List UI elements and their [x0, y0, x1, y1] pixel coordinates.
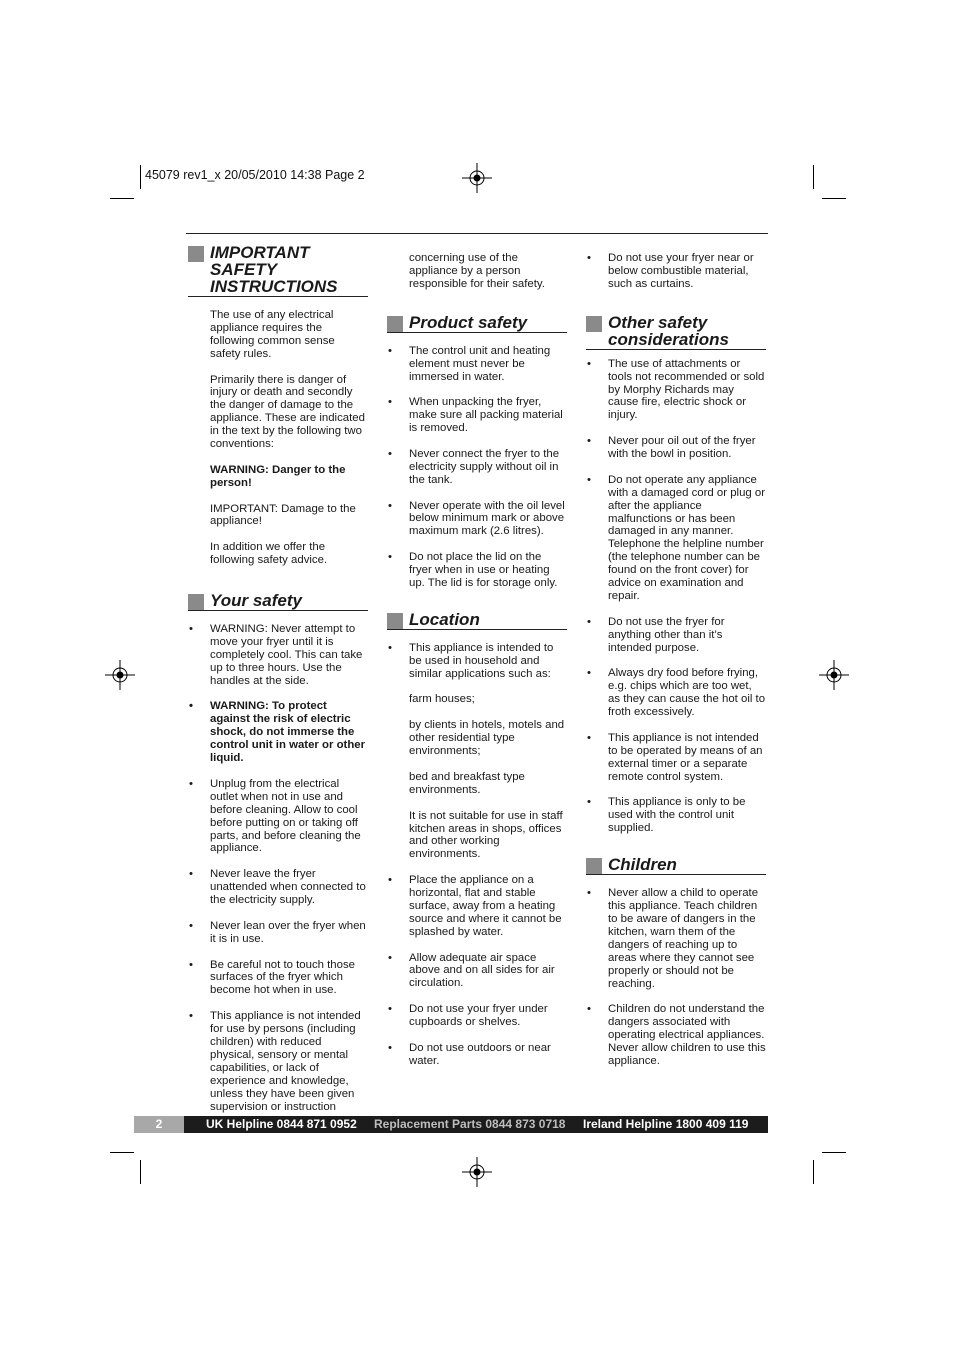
- registration-mark-icon: [462, 163, 492, 193]
- uk-helpline: UK Helpline 0844 871 0952: [206, 1117, 357, 1131]
- list-item: • Do not place the lid on the fryer when in use or heating up. The lid is for storage only.: [388, 551, 558, 589]
- list-item: • This appliance is intended to be used in household and similar applications such as:: [388, 641, 554, 680]
- column-2: [387, 252, 567, 1081]
- list-item: • When unpacking the fryer, make sure all packing material is removed.: [388, 396, 563, 435]
- crop-mark-icon: [140, 165, 141, 189]
- heading-square-icon: [188, 594, 204, 610]
- location-subpara: farm houses;: [409, 693, 475, 706]
- helpline-bar: [184, 1116, 768, 1133]
- list-item: • Never operate with the oil level below minimum mark or above maximum mark (2.6 litres).: [388, 499, 565, 538]
- list-item: • Never lean over the fryer when it is in use.: [189, 919, 366, 945]
- intro-paragraph: The use of any electrical appliance requires the following common sense safety rules.: [210, 309, 335, 360]
- children-heading: Children: [586, 857, 766, 875]
- location-heading: Location: [387, 612, 567, 630]
- list-item: • Never leave the fryer unattended when connected to the electricity supply.: [189, 868, 366, 907]
- list-item: • WARNING: To protect against the risk of electric shock, do not immerse the control unit in water or other liquid.: [189, 700, 366, 765]
- footer-bar: [134, 1116, 768, 1133]
- list-item: • Never pour oil out of the fryer with the bowl in position.: [587, 435, 756, 461]
- heading-square-icon: [586, 858, 602, 874]
- heading-square-icon: [188, 246, 204, 262]
- crop-mark-icon: [822, 198, 846, 199]
- top-rule: [186, 233, 768, 234]
- location-subpara: by clients in hotels, motels and other residential type environments;: [409, 719, 565, 758]
- list-item: • Be careful not to touch those surfaces of the fryer which become hot when in use.: [189, 958, 356, 997]
- list-item: • Do not use the fryer for anything other than it’s intended purpose.: [587, 615, 725, 654]
- list-item: • Place the appliance on a horizontal, flat and stable surface, away from a heating source and where it cannot be splashed by water.: [388, 874, 562, 938]
- list-item: • Do not use your fryer near or below combustible material, such as curtains.: [587, 252, 754, 290]
- list-item: • Do not use your fryer under cupboards or shelves.: [388, 1003, 548, 1029]
- print-slug: 45079 rev1_x 20/05/2010 14:38 Page 2: [145, 168, 365, 182]
- list-item: • The use of attachments or tools not recommended or sold by Morphy Richards may cause fire, electric shock or injury.: [587, 357, 765, 422]
- list-item: • Allow adequate air space above and on all sides for air circulation.: [388, 951, 555, 990]
- crop-mark-icon: [110, 1152, 134, 1153]
- page-number: 2: [134, 1116, 184, 1133]
- registration-mark-icon: [819, 660, 849, 690]
- registration-mark-icon: [462, 1157, 492, 1187]
- list-item: • The control unit and heating element must never be immersed in water.: [388, 344, 551, 383]
- list-item: • Never allow a child to operate this appliance. Teach children to be aware of dangers in the kitchen, warn them of the dangers of reaching up to areas where they cannot see properly or should not be reaching.: [587, 887, 759, 990]
- warning-convention: WARNING: Danger to the person!: [210, 463, 346, 489]
- location-subpara: bed and breakfast type environments.: [409, 770, 525, 796]
- product-safety-heading: Product safety: [387, 315, 567, 333]
- list-item: • Always dry food before frying, e.g. chips which are too wet, as they can cause the hot oil to froth excessively.: [587, 667, 766, 719]
- advice-paragraph: In addition we offer the following safety advice.: [210, 541, 328, 567]
- list-item: • WARNING: Never attempt to move your fryer until it is completely cool. This can take up to three hours. Use the handles at the side.: [189, 623, 363, 687]
- list-item: • Never connect the fryer to the electricity supply without oil in the tank.: [388, 447, 560, 486]
- column-3: [586, 252, 766, 1081]
- list-item: • This appliance is not intended for use by persons (including children) with reduced physical, sensory or mental capabilities, or lack of experience and knowledge, unless they have been given supervision or instruction: [189, 1010, 361, 1113]
- heading-square-icon: [586, 316, 602, 332]
- list-item: • This appliance is only to be used with the control unit supplied.: [587, 796, 746, 835]
- replacement-parts-line: Replacement Parts 0844 873 0718: [374, 1117, 566, 1131]
- your-safety-heading: Your safety: [188, 593, 368, 611]
- crop-mark-icon: [110, 198, 134, 199]
- important-convention: IMPORTANT: Damage to the appliance!: [210, 502, 356, 528]
- heading-square-icon: [387, 613, 403, 629]
- crop-mark-icon: [822, 1152, 846, 1153]
- crop-mark-icon: [140, 1160, 141, 1184]
- list-item: • Do not operate any appliance with a damaged cord or plug or after the appliance malfunctions or has been damaged in any manner. Telephone the helpline number (the telephone number can be found on the front cover) for advice on examination and repair.: [587, 473, 766, 602]
- other-safety-heading: Other safety considerations: [586, 315, 766, 350]
- list-item: • Unplug from the electrical outlet when not in use and before cleaning. Allow to cool before putting on or taking off parts, and before cleaning the appliance.: [189, 777, 361, 855]
- column-1: [188, 245, 368, 1126]
- important-safety-heading: IMPORTANT SAFETY INSTRUCTIONS: [188, 245, 368, 297]
- ireland-helpline: Ireland Helpline 1800 409 119: [583, 1117, 749, 1131]
- continuation-paragraph: concerning use of the appliance by a person responsible for their safety.: [409, 252, 545, 290]
- crop-mark-icon: [813, 1160, 814, 1184]
- crop-mark-icon: [813, 165, 814, 189]
- intro-paragraph: Primarily there is danger of injury or death and secondly the danger of damage to the appliance. These are indicated in the text by the following two conventions:: [210, 373, 365, 451]
- registration-mark-icon: [105, 660, 135, 690]
- list-item: • This appliance is not intended to be operated by means of an external timer or a separate remote control system.: [587, 731, 763, 783]
- list-item: • Do not use outdoors or near water.: [388, 1041, 551, 1067]
- list-item: • Children do not understand the dangers associated with operating electrical appliances. Never allow children to use this appliance.: [587, 1003, 766, 1067]
- location-subpara: It is not suitable for use in staff kitchen areas in shops, offices and other working environments.: [409, 809, 563, 861]
- heading-square-icon: [387, 316, 403, 332]
